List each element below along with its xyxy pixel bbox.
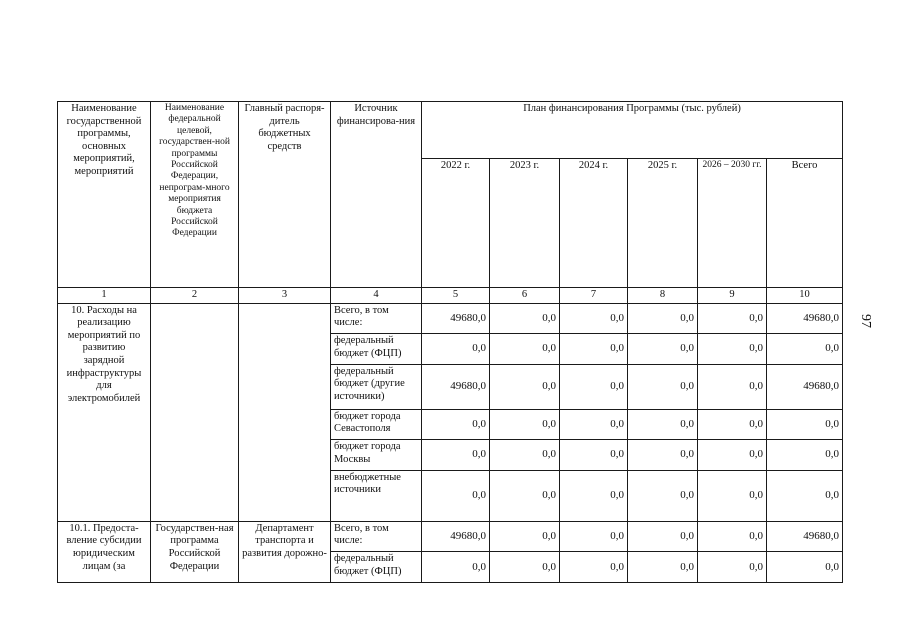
row-value-8: 0,0	[628, 470, 698, 521]
row-value-7: 0,0	[560, 334, 628, 365]
financing-table	[57, 101, 843, 583]
row-funding-source: бюджет города Москвы	[331, 440, 422, 471]
row-program-name: 10. Расходы на реализацию мероприятий по развитию зарядной инфраструктуры для электромобилей	[58, 303, 151, 521]
row-funding-source: бюджет города Севастополя	[331, 409, 422, 440]
row-value-6: 0,0	[490, 470, 560, 521]
block-10	[58, 303, 843, 521]
header-col-number-6: 6	[490, 287, 560, 303]
row-value-9: 0,0	[698, 409, 767, 440]
row-value-7: 0,0	[560, 440, 628, 471]
row-value-9: 0,0	[698, 364, 767, 409]
table-row	[58, 521, 843, 552]
row-value-10: 0,0	[767, 552, 843, 583]
row-value-10: 0,0	[767, 440, 843, 471]
table-row	[58, 303, 843, 334]
row-budget-manager	[239, 303, 331, 521]
row-value-8: 0,0	[628, 521, 698, 552]
header-col-number-9: 9	[698, 287, 767, 303]
row-program-name: 10.1. Предоста-вление субсидии юридическим лицам (за	[58, 521, 151, 582]
row-value-9: 0,0	[698, 334, 767, 365]
row-value-10: 49680,0	[767, 303, 843, 334]
row-value-10: 0,0	[767, 409, 843, 440]
row-value-10: 49680,0	[767, 364, 843, 409]
row-value-10: 0,0	[767, 334, 843, 365]
header-federal-program: Наименование федеральной целевой, государствен-ной программы Российской Федерации, непрограм-много мероприятия бюджета Российской Федерации	[151, 102, 239, 288]
row-value-8: 0,0	[628, 440, 698, 471]
header-row-1	[58, 102, 843, 159]
row-value-6: 0,0	[490, 552, 560, 583]
header-col-number-8: 8	[628, 287, 698, 303]
row-funding-source: федеральный бюджет (ФЦП)	[331, 552, 422, 583]
row-federal-program	[151, 303, 239, 521]
header-col-number-1: 1	[58, 287, 151, 303]
row-value-5: 49680,0	[422, 521, 490, 552]
row-value-5: 0,0	[422, 552, 490, 583]
header-col-number-3: 3	[239, 287, 331, 303]
row-funding-source: Всего, в том числе:	[331, 303, 422, 334]
row-value-6: 0,0	[490, 521, 560, 552]
row-value-6: 0,0	[490, 303, 560, 334]
row-federal-program: Государствен-ная программа Российской Федерации	[151, 521, 239, 582]
header-funding-source: Источник финансирова-ния	[331, 102, 422, 288]
row-funding-source: федеральный бюджет (другие источники)	[331, 364, 422, 409]
header-year-4: 2026 – 2030 гг.	[698, 159, 767, 288]
row-value-8: 0,0	[628, 552, 698, 583]
row-value-5: 0,0	[422, 334, 490, 365]
row-funding-source: внебюджетные источники	[331, 470, 422, 521]
row-value-9: 0,0	[698, 552, 767, 583]
header-year-0: 2022 г.	[422, 159, 490, 288]
row-value-5: 0,0	[422, 409, 490, 440]
row-value-7: 0,0	[560, 521, 628, 552]
row-value-8: 0,0	[628, 334, 698, 365]
row-value-9: 0,0	[698, 440, 767, 471]
header-numbers-row	[58, 287, 843, 303]
row-funding-source: федеральный бюджет (ФЦП)	[331, 334, 422, 365]
row-budget-manager: Департамент транспорта и развития дорожно-	[239, 521, 331, 582]
row-value-8: 0,0	[628, 409, 698, 440]
header-year-1: 2023 г.	[490, 159, 560, 288]
header-year-2: 2024 г.	[560, 159, 628, 288]
row-value-10: 49680,0	[767, 521, 843, 552]
row-value-8: 0,0	[628, 364, 698, 409]
row-value-9: 0,0	[698, 521, 767, 552]
row-value-9: 0,0	[698, 303, 767, 334]
header-col-number-7: 7	[560, 287, 628, 303]
row-value-6: 0,0	[490, 409, 560, 440]
row-value-5: 49680,0	[422, 364, 490, 409]
row-value-5: 0,0	[422, 470, 490, 521]
header-col-number-10: 10	[767, 287, 843, 303]
row-value-10: 0,0	[767, 470, 843, 521]
block-10-1	[58, 521, 843, 582]
row-value-6: 0,0	[490, 334, 560, 365]
header-col-number-2: 2	[151, 287, 239, 303]
row-value-9: 0,0	[698, 470, 767, 521]
page-number: 97	[858, 314, 873, 328]
row-value-7: 0,0	[560, 409, 628, 440]
row-value-5: 49680,0	[422, 303, 490, 334]
header-budget-manager: Главный распоря-дитель бюджетных средств	[239, 102, 331, 288]
row-value-6: 0,0	[490, 440, 560, 471]
row-value-7: 0,0	[560, 470, 628, 521]
header-year-5: Всего	[767, 159, 843, 288]
row-value-5: 0,0	[422, 440, 490, 471]
header-program-name: Наименование государственной программы, основных мероприятий, мероприятий	[58, 102, 151, 288]
row-value-7: 0,0	[560, 364, 628, 409]
header-financing-plan: План финансирования Программы (тыс. рублей)	[422, 102, 843, 159]
row-value-8: 0,0	[628, 303, 698, 334]
row-funding-source: Всего, в том числе:	[331, 521, 422, 552]
header-col-number-5: 5	[422, 287, 490, 303]
row-value-7: 0,0	[560, 303, 628, 334]
row-value-7: 0,0	[560, 552, 628, 583]
header-col-number-4: 4	[331, 287, 422, 303]
header-year-3: 2025 г.	[628, 159, 698, 288]
row-value-6: 0,0	[490, 364, 560, 409]
